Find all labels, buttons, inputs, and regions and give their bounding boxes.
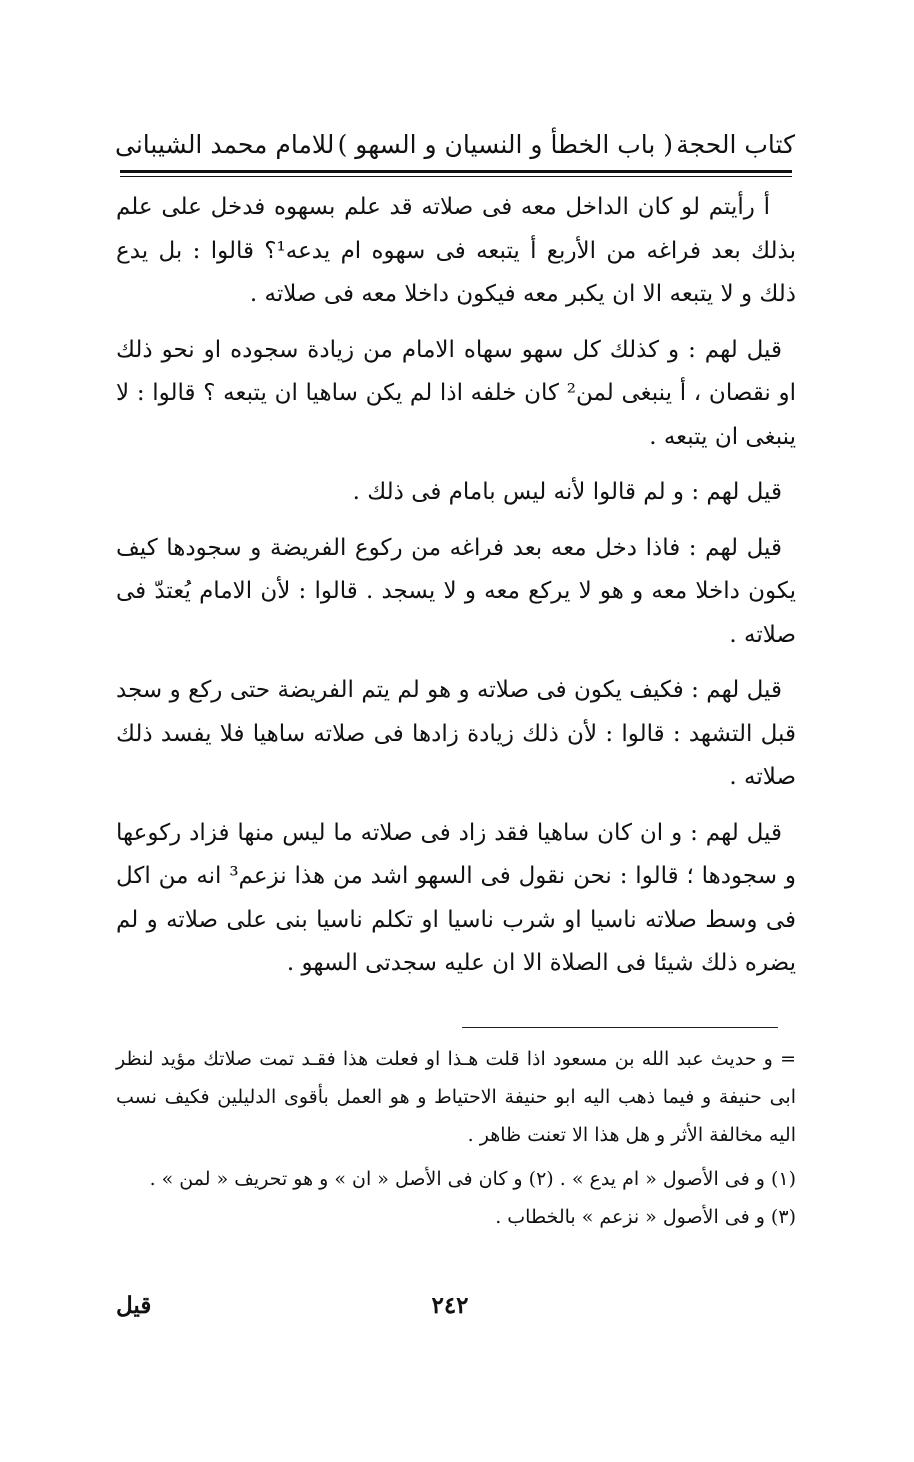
header-book-title: كتاب الحجة: [676, 129, 795, 159]
page-number: ٢٤٢: [431, 1292, 469, 1319]
footnote-1-2: (١) و فى الأصول « ام يدع » . (٢) و كان فى الأصل « ان » و هو تحريف « لمن » .: [149, 1168, 796, 1190]
header-rule-thick: [120, 170, 792, 173]
paragraph: قيل لهم : و كذلك كل سهو سهاه الامام من زيادة سجوده او نحو ذلك او نقصان ، أ ينبغى لمن² كان خلفه اذا لم يكن ساهيا ان يتبعه ؟ قالوا : لا ينبغى ان يتبعه .: [116, 336, 797, 450]
catchword: قيل: [116, 1292, 152, 1319]
paragraph: قيل لهم : و ان كان ساهيا فقد زاد فى صلاته ما ليس منها فزاد ركوعها و سجودها ؛ قالوا : نحن نقول فى السهو اشد من هذا نزعم³ انه من اكل فى وسط صلاته ناسيا او شرب ناسيا او تكلم ناسيا بنى على صلاته و لم يضره ذلك شيئا فى الصلاة الا ان عليه سجدتى السهو .: [116, 819, 796, 976]
paragraph: قيل لهم : فكيف يكون فى صلاته و هو لم يتم الفريضة حتى ركع و سجد قبل التشهد : قالوا : لأن ذلك زيادة زادها فى صلاته ساهيا فلا يفسد ذلك صلاته .: [116, 677, 796, 790]
running-header: [115, 124, 795, 164]
paragraph: أ رأيتم لو كان الداخل معه فى صلاته قد علم بسهوه فدخل على علم بذلك بعد فراغه من الأربع أ يتبعه فى سهوه ام يدعه¹؟ قالوا : بل يدع ذلك و لا يتبعه الا ان يكبر معه فيكون داخلا معه فى صلاته .: [116, 194, 796, 307]
paragraph: قيل لهم : فاذا دخل معه بعد فراغه من ركوع الفريضة و سجودها كيف يكون داخلا معه و هو لا يركع معه و لا يسجد . قالوا : لأن الامام يُعتدّ فى صلاته .: [116, 534, 796, 648]
footnote-separator: [462, 1027, 778, 1028]
header-rule-thin: [120, 176, 792, 177]
main-text: [116, 186, 796, 998]
header-author: للامام محمد الشيبانى: [115, 129, 335, 159]
paragraph: قيل لهم : و لم قالوا لأنه ليس بامام فى ذلك .: [352, 479, 782, 505]
footnote-3: (٣) و فى الأصول « نزعم » بالخطاب .: [495, 1206, 796, 1228]
header-chapter-title: ( باب الخطأ و النسيان و السهو ): [337, 129, 674, 159]
footnote-continuation: = و حديث عبد الله بن مسعود اذا قلت هـذا او فعلت هذا فقـد تمت صلاتك مؤيد لنظر ابى حنيفة و فيما ذهب اليه ابو حنيفة الاحتياط و هو العمل بأقوى الدليلين فكيف نسب اليه مخالفة الأثر و هل هذا الا تعنت ظاهر .: [116, 1048, 796, 1146]
footnotes: [116, 1040, 796, 1236]
